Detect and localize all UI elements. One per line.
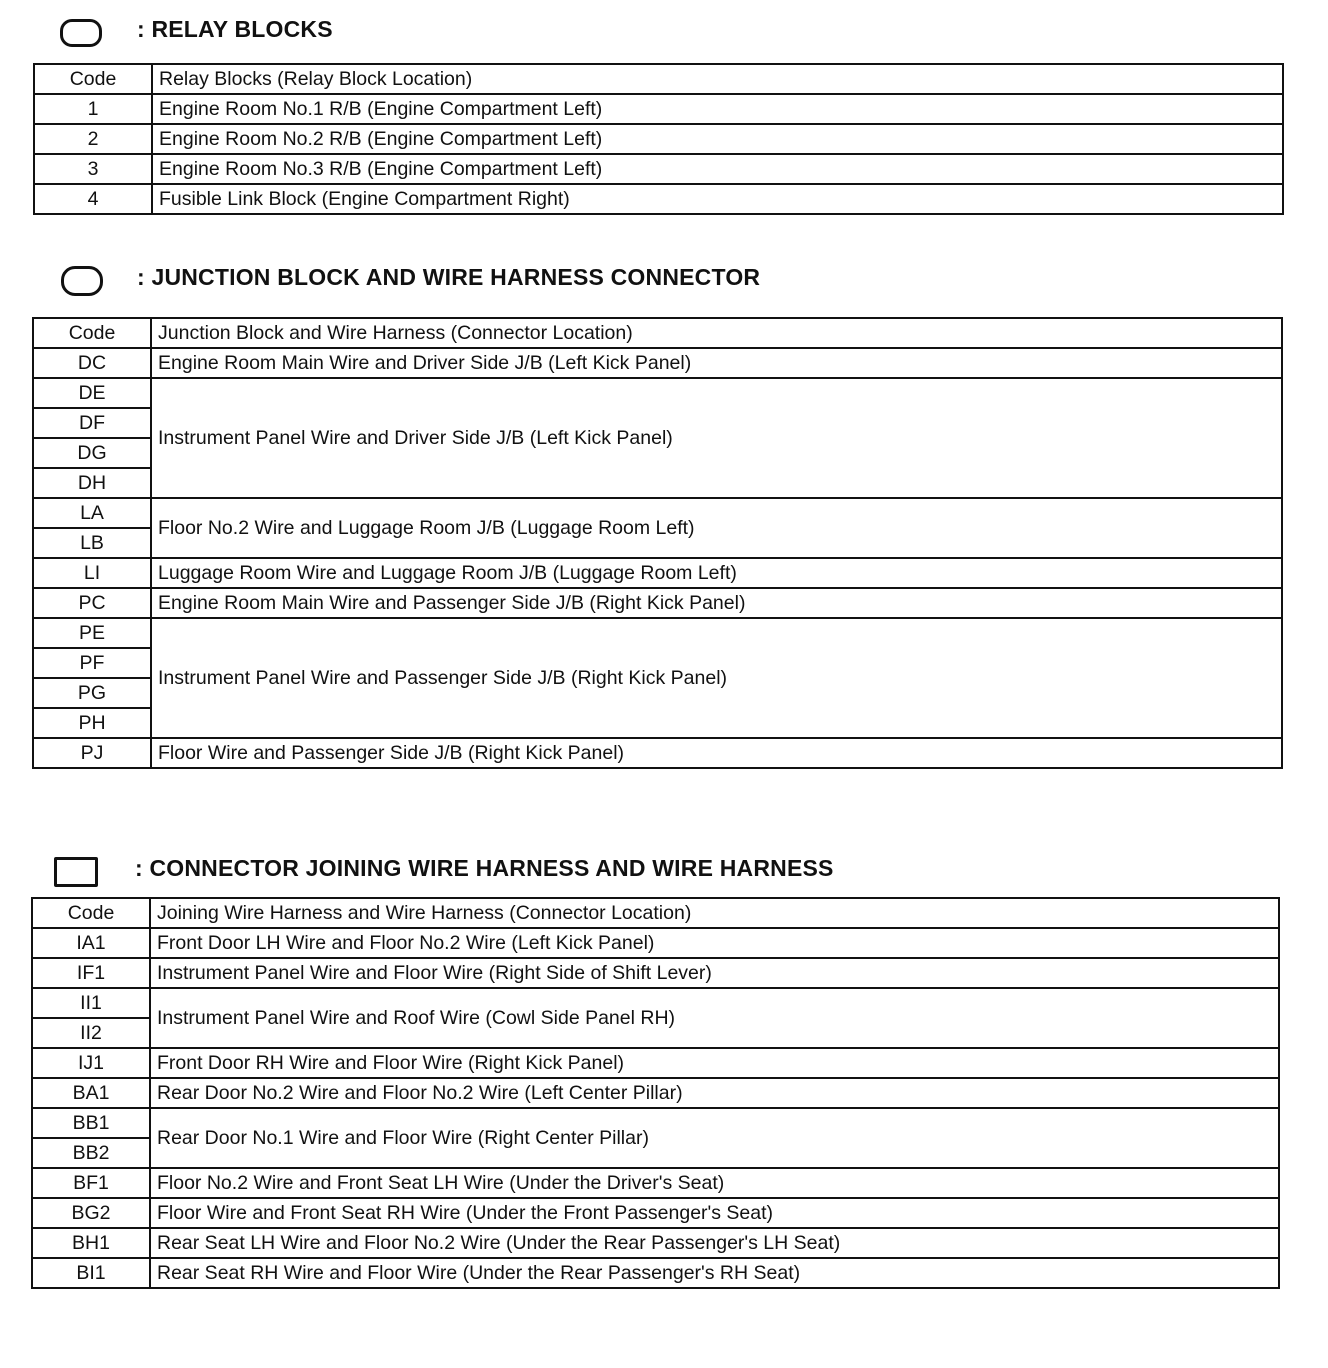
description-cell: Front Door LH Wire and Floor No.2 Wire (Left Kick Panel) [150, 928, 1279, 958]
description-cell: Rear Door No.1 Wire and Floor Wire (Right Center Pillar) [150, 1108, 1279, 1168]
code-cell: BA1 [32, 1078, 150, 1108]
code-cell: LA [33, 498, 151, 528]
code-cell: BB2 [32, 1138, 150, 1168]
header-description-cell: Junction Block and Wire Harness (Connector Location) [151, 318, 1282, 348]
code-cell: 2 [34, 124, 152, 154]
section-title: : RELAY BLOCKS [137, 16, 333, 42]
connector-symbol-icon [54, 857, 98, 887]
code-cell: BH1 [32, 1228, 150, 1258]
description-cell: Instrument Panel Wire and Driver Side J/B (Left Kick Panel) [151, 378, 1282, 498]
code-cell: PF [33, 648, 151, 678]
table-row [34, 154, 1283, 184]
description-cell: Floor No.2 Wire and Luggage Room J/B (Luggage Room Left) [151, 498, 1282, 558]
table-row [34, 94, 1283, 124]
table-row [33, 378, 1282, 408]
code-cell: IJ1 [32, 1048, 150, 1078]
description-cell: Luggage Room Wire and Luggage Room J/B (Luggage Room Left) [151, 558, 1282, 588]
code-cell: IF1 [32, 958, 150, 988]
code-cell: IA1 [32, 928, 150, 958]
code-cell: BB1 [32, 1108, 150, 1138]
description-cell: Rear Seat RH Wire and Floor Wire (Under the Rear Passenger's RH Seat) [150, 1258, 1279, 1288]
table-row [32, 988, 1279, 1018]
description-cell: Rear Seat LH Wire and Floor No.2 Wire (Under the Rear Passenger's LH Seat) [150, 1228, 1279, 1258]
table-row [33, 738, 1282, 768]
table-header-row [32, 898, 1279, 928]
description-cell: Front Door RH Wire and Floor Wire (Right Kick Panel) [150, 1048, 1279, 1078]
table-row [32, 958, 1279, 988]
code-cell: BF1 [32, 1168, 150, 1198]
description-cell: Floor No.2 Wire and Front Seat LH Wire (Under the Driver's Seat) [150, 1168, 1279, 1198]
code-cell: II1 [32, 988, 150, 1018]
table-row [32, 928, 1279, 958]
code-cell: PE [33, 618, 151, 648]
section-title: : CONNECTOR JOINING WIRE HARNESS AND WIRE HARNESS [135, 855, 834, 881]
code-cell: BG2 [32, 1198, 150, 1228]
junction-block-table [32, 317, 1283, 769]
header-code-cell: Code [33, 318, 151, 348]
description-cell: Instrument Panel Wire and Floor Wire (Right Side of Shift Lever) [150, 958, 1279, 988]
code-cell: 4 [34, 184, 152, 214]
table-row [32, 1258, 1279, 1288]
code-cell: PG [33, 678, 151, 708]
table-row [34, 124, 1283, 154]
code-cell: DF [33, 408, 151, 438]
description-cell: Floor Wire and Passenger Side J/B (Right Kick Panel) [151, 738, 1282, 768]
table-row [33, 618, 1282, 648]
code-cell: 3 [34, 154, 152, 184]
description-cell: Floor Wire and Front Seat RH Wire (Under the Front Passenger's Seat) [150, 1198, 1279, 1228]
table-row [33, 498, 1282, 528]
section-title: : JUNCTION BLOCK AND WIRE HARNESS CONNECTOR [137, 264, 761, 290]
code-cell: PH [33, 708, 151, 738]
code-cell: PC [33, 588, 151, 618]
description-cell: Instrument Panel Wire and Roof Wire (Cowl Side Panel RH) [150, 988, 1279, 1048]
header-description-cell: Relay Blocks (Relay Block Location) [152, 64, 1283, 94]
connector-joining-table [31, 897, 1280, 1289]
table-row [32, 1108, 1279, 1138]
code-cell: BI1 [32, 1258, 150, 1288]
description-cell: Engine Room No.2 R/B (Engine Compartment Left) [152, 124, 1283, 154]
code-cell: LB [33, 528, 151, 558]
description-cell: Rear Door No.2 Wire and Floor No.2 Wire (Left Center Pillar) [150, 1078, 1279, 1108]
code-cell: DE [33, 378, 151, 408]
header-code-cell: Code [32, 898, 150, 928]
code-cell: II2 [32, 1018, 150, 1048]
relay-blocks-table [33, 63, 1284, 215]
header-description-cell: Joining Wire Harness and Wire Harness (Connector Location) [150, 898, 1279, 928]
code-cell: 1 [34, 94, 152, 124]
code-cell: DC [33, 348, 151, 378]
junction-block-symbol-icon [61, 266, 103, 296]
table-row [32, 1048, 1279, 1078]
code-cell: LI [33, 558, 151, 588]
code-cell: DG [33, 438, 151, 468]
table-row [32, 1198, 1279, 1228]
description-cell: Engine Room No.3 R/B (Engine Compartment Left) [152, 154, 1283, 184]
table-header-row [34, 64, 1283, 94]
table-row [33, 558, 1282, 588]
header-code-cell: Code [34, 64, 152, 94]
table-row [32, 1078, 1279, 1108]
code-cell: PJ [33, 738, 151, 768]
description-cell: Engine Room Main Wire and Passenger Side J/B (Right Kick Panel) [151, 588, 1282, 618]
description-cell: Instrument Panel Wire and Passenger Side J/B (Right Kick Panel) [151, 618, 1282, 738]
table-row [32, 1168, 1279, 1198]
description-cell: Engine Room Main Wire and Driver Side J/B (Left Kick Panel) [151, 348, 1282, 378]
code-cell: DH [33, 468, 151, 498]
table-row [32, 1228, 1279, 1258]
description-cell: Fusible Link Block (Engine Compartment Right) [152, 184, 1283, 214]
relay-block-symbol-icon [60, 19, 102, 47]
table-row [33, 348, 1282, 378]
description-cell: Engine Room No.1 R/B (Engine Compartment Left) [152, 94, 1283, 124]
table-row [34, 184, 1283, 214]
table-row [33, 588, 1282, 618]
table-header-row [33, 318, 1282, 348]
